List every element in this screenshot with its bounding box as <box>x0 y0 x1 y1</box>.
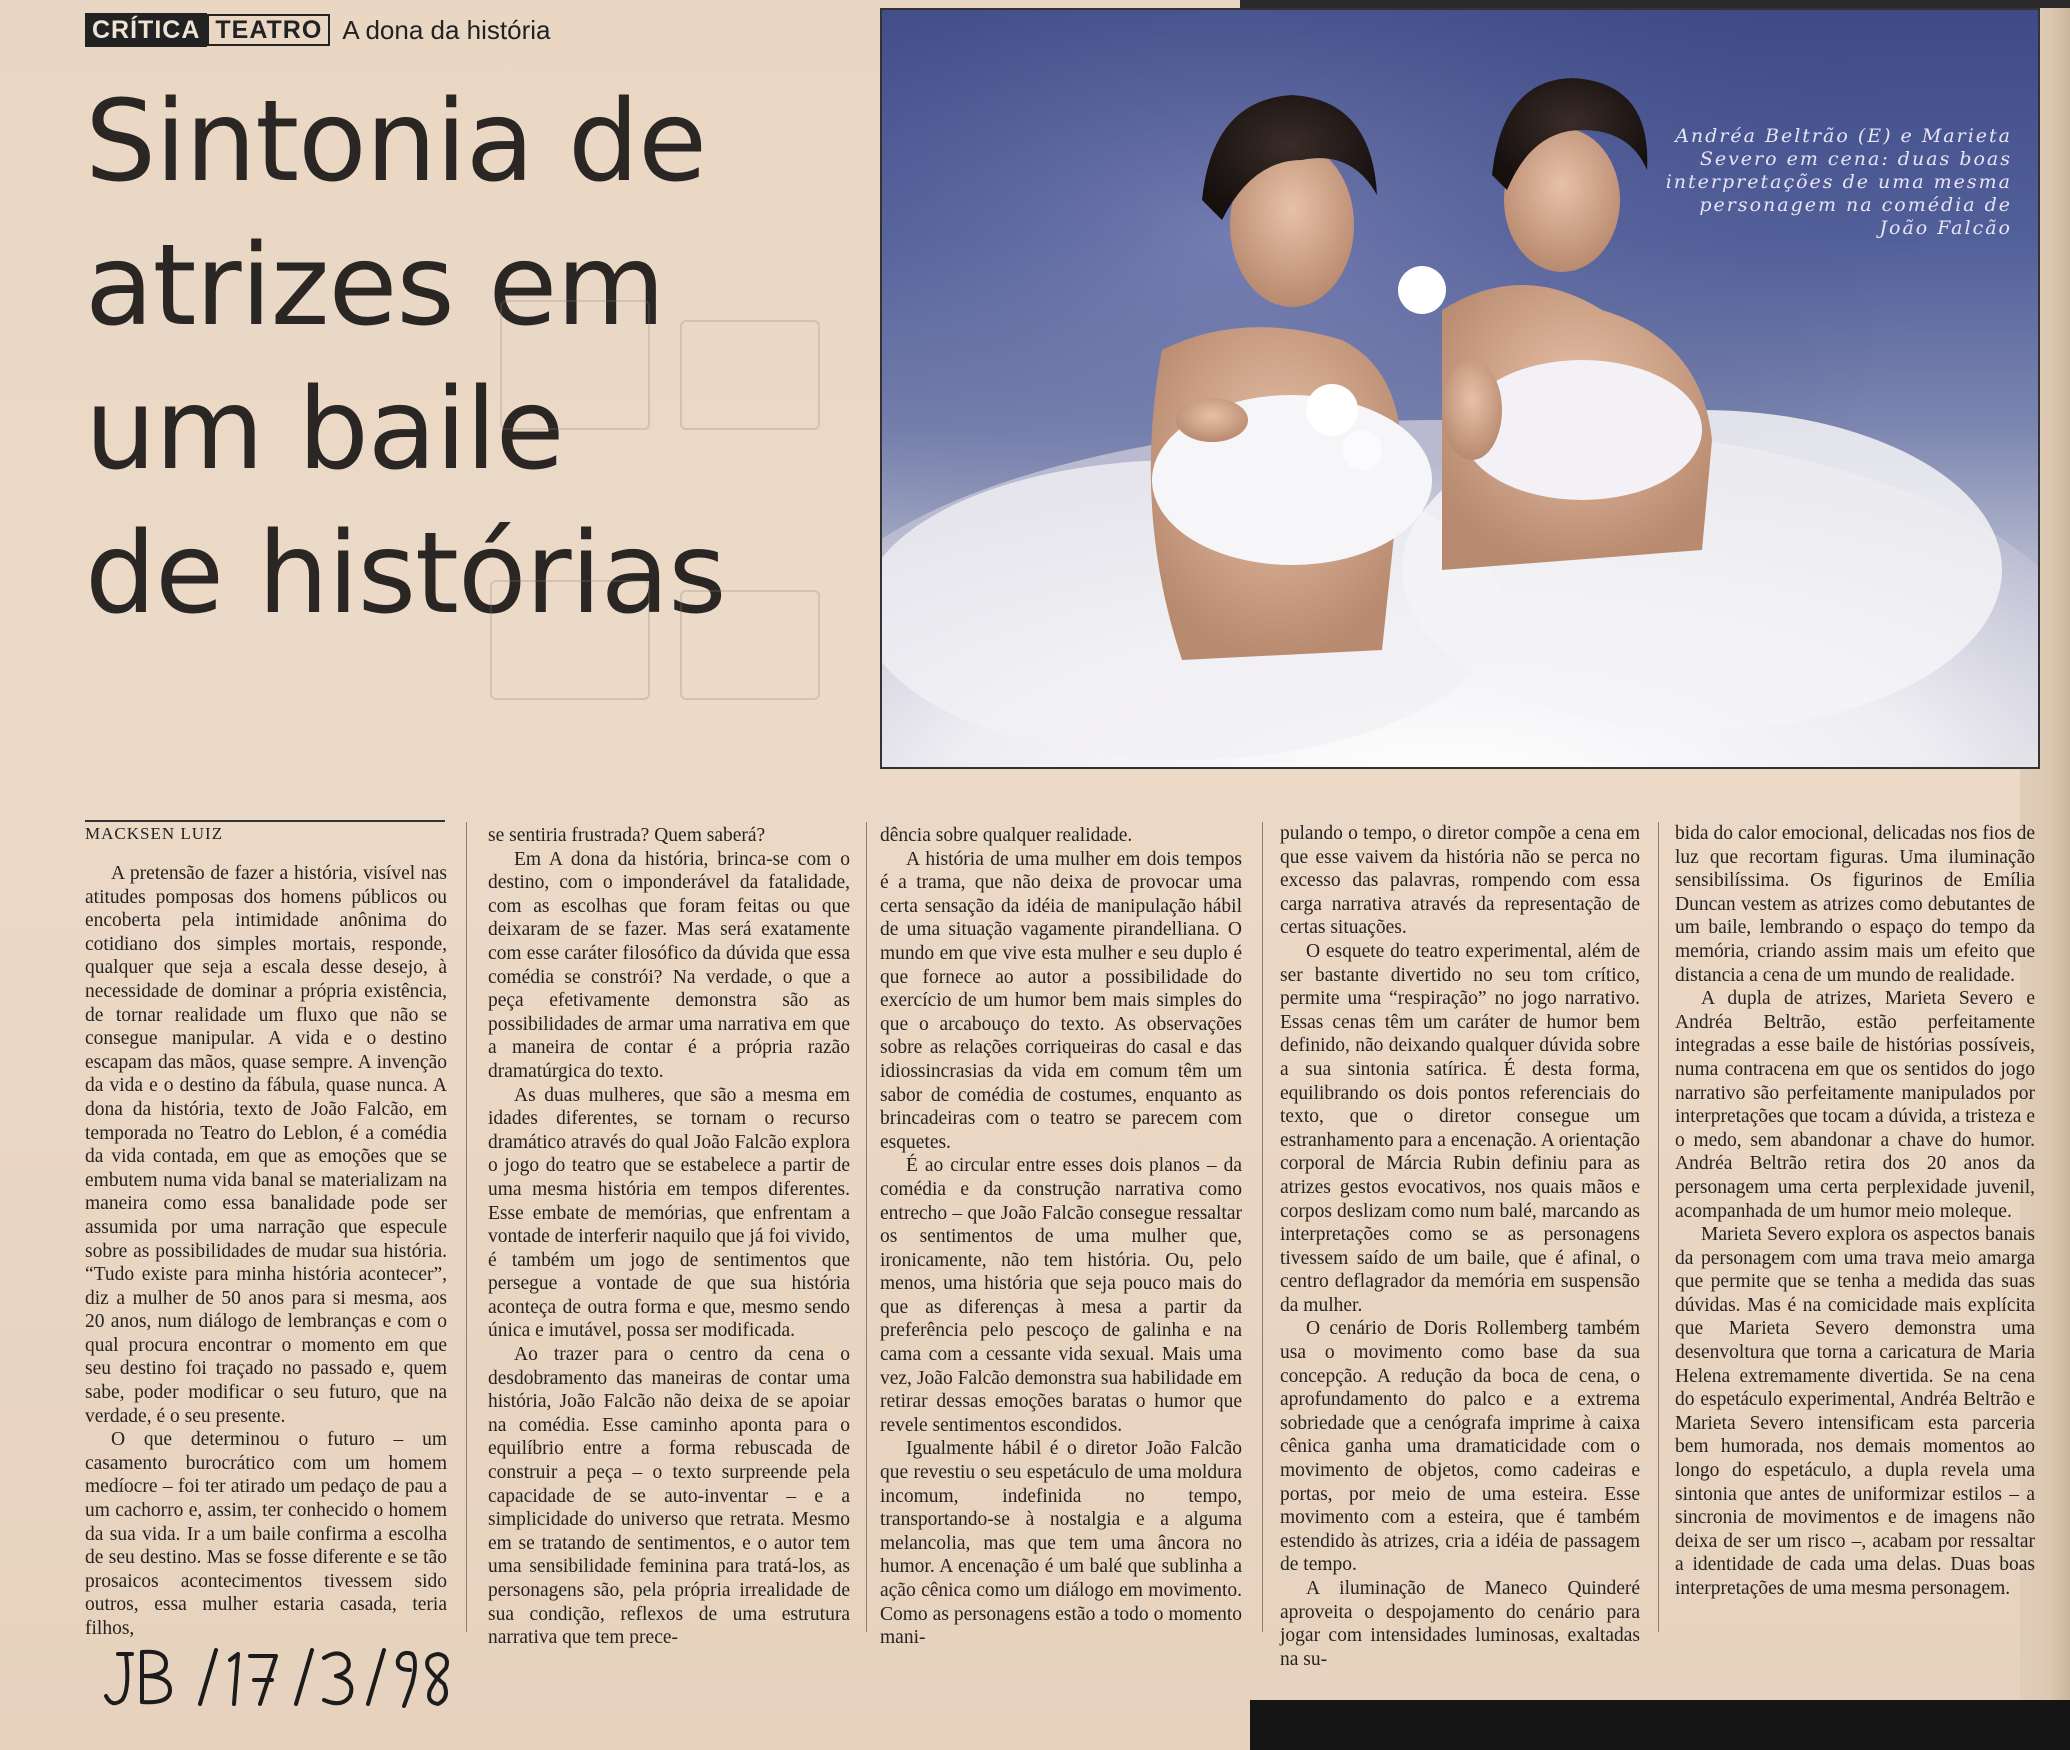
scan-background <box>1250 1700 2070 1750</box>
paragraph: A dupla de atrizes, Marieta Severo e Andréa Beltrão, estão perfeitamente integradas a esse baile de histórias possíveis, numa contracena em que os sentidos do jogo narrativo são perfeitamente manipulados por interpretações que tocam a dúvida, a tristeza e o medo, sem abandonar a chave do humor. Andréa Beltrão retira dos 20 anos da personagem uma certa perplexidade juvenil, acompanhada de um humor meio moleque. <box>1675 988 2035 1222</box>
photo-caption: Andréa Beltrão (E) e Marieta Severo em cena: duas boas interpretações de uma mesma personagem na comédia de João Falcão <box>1665 125 2012 239</box>
article-column-5 <box>1675 822 2035 1601</box>
paragraph: pulando o tempo, o diretor compõe a cena em que esse vaivem da história não se perca no excesso das palavras, rompendo com essa carga narrativa através da representação de certas situações. <box>1280 823 1640 939</box>
paragraph: se sentiria frustrada? Quem saberá? <box>488 825 766 846</box>
kicker-title: A dona da história <box>342 15 551 45</box>
paragraph: A iluminação de Maneco Quinderé aproveita o despojamento do cenário para jogar com intensidades luminosas, exaltadas na su- <box>1280 1578 1640 1670</box>
paragraph: O cenário de Doris Rollemberg também usa o movimento como base da sua concepção. A redução da boca de cena, o aprofundamento do palco e a extrema sobriedade que a cenógrafa imprime à caixa cênica ganha uma dramaticidade com o movimento de objetos, como cadeiras e portas, por meio de uma esteira. Esse movimento com a esteira, que é também estendido às atrizes, cria a idéia de passagem de tempo. <box>1280 1318 1640 1576</box>
paragraph: A pretensão de fazer a história, visível nas atitudes pomposas dos homens públicos ou encoberta pela intimidade anônima do cotidiano dos simples mortais, responde, qualquer que seja a escala desse desejo, à necessidade de dominar a própria existência, de tornar realidade um fluxo que não se consegue manipular. A vida e o destino escapam das mãos, quase sempre. A invenção da vida e o destino da fábula, quase nunca. A dona da história, texto de João Falcão, em temporada no Teatro do Leblon, é a comédia da vida contada, em que as emoções que se embutem numa vida banal se materializam na maneira como essa banalidade pode ser assumida por uma narração que especule sobre as possibilidades de mudar sua história. “Tudo existe para minha história acontecer”, diz a mulher de 50 anos para si mesma, aos 20 anos, num diálogo de lembranças e com o qual procura encontrar o momento em que seu destino foi traçado no passado e, quem sabe, poder modificar o seu futuro, que na verdade, é o seu presente. <box>85 863 447 1427</box>
column-divider <box>1262 822 1263 1632</box>
article-column-2 <box>488 824 850 1650</box>
section-kicker <box>85 12 550 48</box>
paragraph: O que determinou o futuro – um casamento burocrático com um homem medíocre – foi ter atirado um pedaço de pau a um cachorro e, assim, ter conhecido o homem da sua vida. Ir a um baile confirma a escolha de seu destino. Mas se fosse diferente e se tão prosaicos acontecimentos tivessem sido outros, essa mulher estaria casada, teria filhos, <box>85 1429 447 1639</box>
article-column-4 <box>1280 822 1640 1671</box>
scan-background <box>1240 0 2070 8</box>
section-label: CRÍTICA <box>85 13 207 47</box>
actresses-photo <box>880 8 2040 769</box>
paragraph: Igualmente hábil é o diretor João Falcão que revestiu o seu espetáculo de uma moldura incomum, indefinida no tempo, transportando-se à nostalgia e a alguma melancolia, mas que tem uma âncora no humor. A encenação é um balé que sublinha a ação cênica como um diálogo em movimento. Como as personagens estão a todo o momento mani- <box>880 1438 1242 1649</box>
bleed-through-artwork <box>480 280 840 720</box>
paragraph: A história de uma mulher em dois tempos é a trama, que não deixa de provocar uma certa sensação da idéia de manipulação hábil de uma situação vagamente pirandelliana. O mundo em que vive esta mulher e seu duplo é que fornece ao autor a possibilidade do exercício de um humor bem mais simples do que o arcabouço do texto. As observações sobre as relações corriqueiras do casal e das idiossincrasias da vida em comum têm um sabor de comédia de costumes, enquanto as brincadeiras com o teatro se parecem com esquetes. <box>880 848 1242 1153</box>
paragraph: Marieta Severo explora os aspectos banais da personagem com uma trava meio amarga que permite que se tenha a medida das suas dúvidas. Mas é na comicidade mais explícita que Marieta Severo demonstra uma desenvoltura que torna a caricatura de Maria Helena extremamente divertida. Se na cena do espetáculo experimental, Andréa Beltrão e Marieta Severo intensificam esta parceria bem humorada, nos demais momentos ao longo do espetáculo, a dupla revela uma sintonia que antes de uniformizar estilos – a sincronia de movimentos e de imagens não deixa de ser um risco –, acabam por ressaltar a identidade de cada uma delas. Duas boas interpretações de uma mesma personagem. <box>1675 1224 2035 1599</box>
paragraph: As duas mulheres, que são a mesma em idades diferentes, se tornam o recurso dramático através do qual João Falcão explora o jogo do teatro que se estabelece a partir de uma mesma história em tempos diferentes. Esse embate de memórias, que enfrentam a vontade de interferir naquilo que já foi vivido, é também um jogo de sentimentos que persegue a vontade de que sua história aconteça de outra forma e que, mesmo sendo única e imutável, possa ser modificada. <box>488 1084 850 1342</box>
byline-rule <box>85 820 445 822</box>
headline-line: atrizes em <box>85 221 665 351</box>
subsection-label: TEATRO <box>207 14 330 46</box>
headline-line: um baile <box>85 365 564 495</box>
column-divider <box>466 822 467 1632</box>
article-column-1 <box>85 862 447 1641</box>
article-column-3 <box>880 824 1242 1650</box>
column-divider <box>1658 822 1659 1632</box>
paragraph: bida do calor emocional, delicadas nos fios de luz que recortam figuras. Uma iluminação sensibilíssima. Os figurinos de Emília Duncan vestem as atrizes como debutantes de um baile, lembrando o espaço do tempo da memória, criando assim mais um efeito que distancia a cena de um mundo de realidade. <box>1675 823 2035 986</box>
photo-illustration <box>882 10 2040 769</box>
headline-line: de histórias <box>85 509 726 639</box>
paragraph: O esquete do teatro experimental, além de ser bastante divertido no seu tom crítico, permite uma “respiração” no jogo narrativo. Essas cenas têm um caráter de humor bem definido, não deixando qualquer dúvida sobre a sua sintonia satírica. É desta forma, equilibrando os dois pontos referenciais do texto, que o diretor consegue um estranhamento para a encenação. A orientação corporal de Márcia Rubin definiu para as atrizes gestos evocativos, nos quais mãos e corpos deslizam como num balé, marcando as interpretações como se as personagens tivessem saído de um baile, que é afinal, o centro deflagrador da memória em suspensão da mulher. <box>1280 940 1640 1316</box>
paragraph: dência sobre qualquer realidade. <box>880 825 1133 846</box>
paragraph: É ao circular entre esses dois planos – da comédia e da construção narrativa como entrecho – que João Falcão consegue ressaltar os sentimentos de uma mulher que, ironicamente, não tem história. Ou, pelo menos, uma história que seja pouco mais do que as diferenças à mesa a partir da preferência pelo pescoço de galinha e na cama com a cessante vida sexual. Mais uma vez, João Falcão demonstra sua habilidade em retirar dessas emoções baratas o humor que revele sentimentos escondidos. <box>880 1155 1242 1436</box>
column-divider <box>866 822 867 1632</box>
paragraph: Ao trazer para o centro da cena o desdobramento das maneiras de contar uma história, João Falcão não deixa de se apoiar na comédia. Esse caminho aponta para o equilíbrio entre a forma rebuscada de construir a peça – o texto surpreende pela capacidade de se auto-inventar – e a simplicidade do universo que retrata. Mesmo em se tratando de sentimentos, e o autor tem uma sensibilidade feminina para tratá-los, as personagens são, pela própria irrealidade de sua condição, reflexos de uma estrutura narrativa que tem prece- <box>488 1344 850 1649</box>
headline-line: Sintonia de <box>85 77 706 207</box>
byline: MACKSEN LUIZ <box>85 824 224 843</box>
handwritten-date-annotation <box>100 1640 460 1720</box>
paragraph: Em A dona da história, brinca-se com o destino, com o imponderável da fatalidade, com as escolhas que foram feitas ou que deixaram de se fazer. Mas será exatamente com esse caráter filosófico da dúvida que essa comédia se constrói? Na verdade, o que a peça efetivamente demonstra são as possibilidades de armar uma narrativa em que a maneira de contar é a própria razão dramatúrgica do texto. <box>488 848 850 1082</box>
